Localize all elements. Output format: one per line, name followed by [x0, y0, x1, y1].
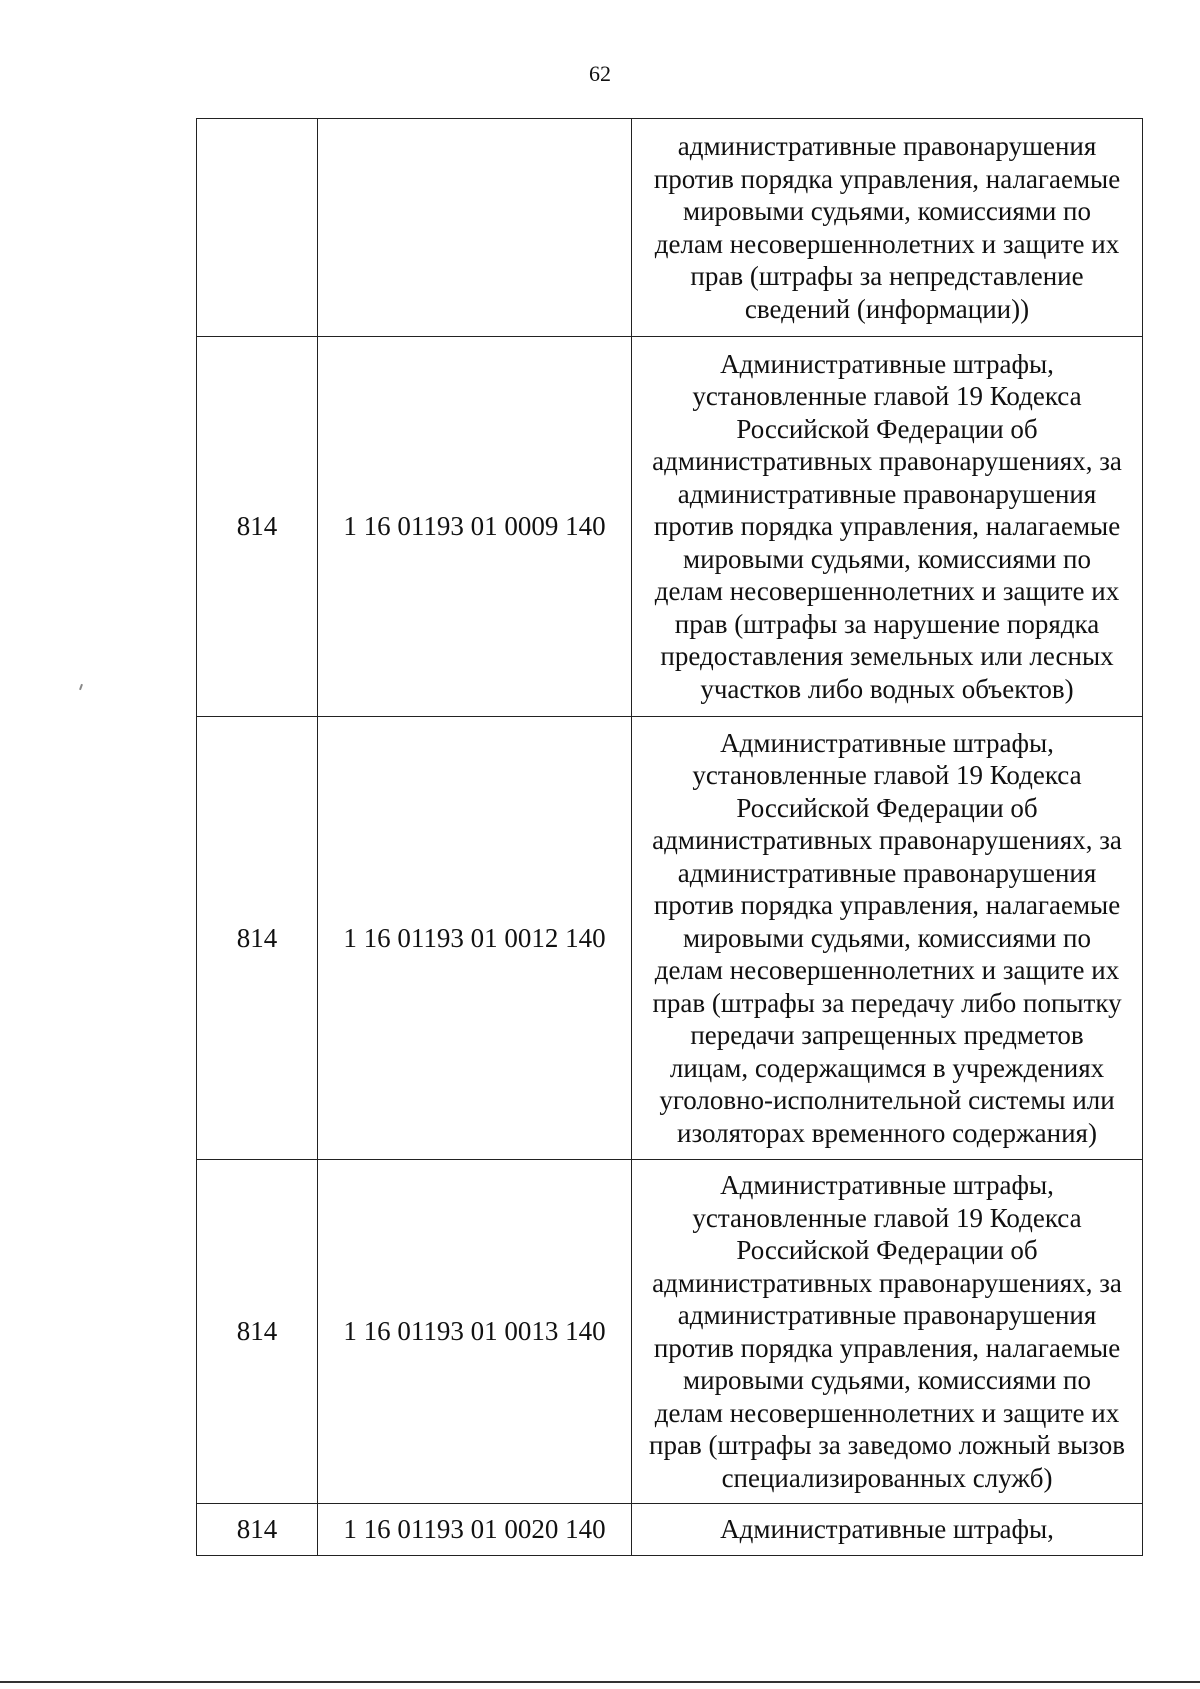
description-cell: Административные штрафы, установленные главой 19 Кодекса Российской Федерации об административных правонарушениях, за административные правонарушения против порядка управления, налагаемые мировыми судьями, комиссиями по делам несовершеннолетних и защите их прав (штрафы за заведомо ложный вызов специализированных служб): [632, 1160, 1143, 1504]
kbk-code-cell: 1 16 01193 01 0009 140: [318, 337, 632, 717]
kbk-code-cell: 1 16 01193 01 0020 140: [318, 1504, 632, 1556]
table-row: [197, 119, 1143, 337]
budget-codes-table: [196, 118, 1143, 1556]
admin-code-cell: 814: [197, 1160, 318, 1504]
admin-code-cell: 814: [197, 337, 318, 717]
admin-code-cell: 814: [197, 1504, 318, 1556]
table-row: [197, 1160, 1143, 1504]
page-bottom-rule: [0, 1681, 1200, 1683]
description-cell: Административные штрафы,: [632, 1504, 1143, 1556]
table-row: [197, 337, 1143, 717]
table-row: [197, 717, 1143, 1160]
admin-code-cell: [197, 119, 318, 337]
description-cell: административные правонарушения против порядка управления, налагаемые мировыми судьями, комиссиями по делам несовершеннолетних и защите их прав (штрафы за непредставление сведений (информации)): [632, 119, 1143, 337]
kbk-code-cell: 1 16 01193 01 0013 140: [318, 1160, 632, 1504]
description-cell: Административные штрафы, установленные главой 19 Кодекса Российской Федерации об административных правонарушениях, за административные правонарушения против порядка управления, налагаемые мировыми судьями, комиссиями по делам несовершеннолетних и защите их прав (штрафы за нарушение порядка предоставления земельных или лесных участков либо водных объектов): [632, 337, 1143, 717]
table-row: [197, 1504, 1143, 1556]
kbk-code-cell: 1 16 01193 01 0012 140: [318, 717, 632, 1160]
admin-code-cell: 814: [197, 717, 318, 1160]
scan-speck: [79, 684, 83, 690]
kbk-code-cell: [318, 119, 632, 337]
page-number: 62: [589, 61, 611, 86]
description-cell: Административные штрафы, установленные главой 19 Кодекса Российской Федерации об административных правонарушениях, за административные правонарушения против порядка управления, налагаемые мировыми судьями, комиссиями по делам несовершеннолетних и защите их прав (штрафы за передачу либо попытку передачи запрещенных предметов лицам, содержащимся в учреждениях уголовно-исполнительной системы или изоляторах временного содержания): [632, 717, 1143, 1160]
